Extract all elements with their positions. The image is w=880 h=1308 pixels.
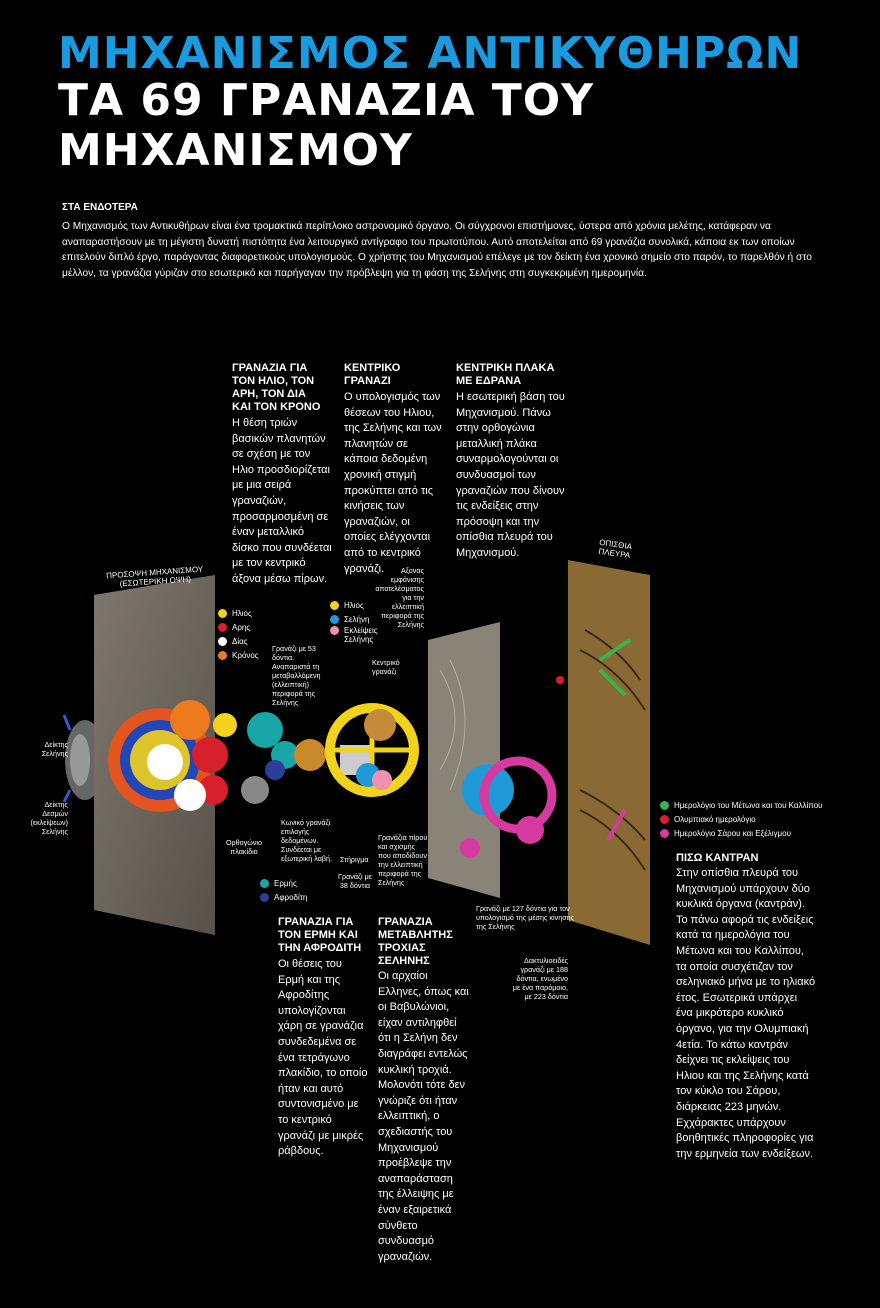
legend-item: [660, 798, 823, 812]
legend-item: [260, 876, 307, 890]
gear127-label: Γρανάζι με 127 δόντια για τον υπολογισμό της μέσης κίνησης της Σελήνης: [476, 904, 575, 931]
central-gear-small-label: Κεντρικό γρανάζι: [372, 658, 400, 676]
legend-label: Εκλείψεις Σελήνης: [344, 626, 378, 644]
section-body-sun-mars: Η θέση τριών βασικών πλανητών σε σχέση με τον Ηλιο προσδιορίζεται με μια σειρά γραναζιών, προσαρμοσμένη σε έναν μεταλλικό δίσκο που συνδέεται με τον κεντρικό άξονα μέσω πίρων.: [232, 417, 332, 585]
legend-label: Ολυμπιακό ημερολόγιο: [674, 814, 756, 824]
title-line-2: ΤΑ 69 ΓΡΑΝΑΖΙΑ ΤΟΥ ΜΗΧΑΝΙΣΜΟΥ: [58, 75, 595, 176]
legend-label: Ηλιος: [344, 600, 364, 610]
mercury-venus-gears-icon: [241, 712, 299, 804]
legend-label: Ημερολόγιο Σάρου και Εξέλιγμου: [674, 828, 791, 838]
venus-dot-icon: [260, 893, 269, 902]
legend-item: [218, 620, 259, 634]
central-plate-icon: [428, 622, 552, 898]
legend-label: Ερμής: [274, 878, 297, 888]
saturn-dot-icon: [218, 651, 227, 660]
legend-planets: [218, 606, 259, 662]
moon-pointer-label: Δείκτης Σελήνης: [41, 740, 68, 758]
mercury-dot-icon: [260, 879, 269, 888]
axis-ellipse-label: Αξονας εμφάνισης αποτελέσματος για την ελλειπτική περιφορά της Σελήνης: [375, 566, 424, 629]
nodes-pointer-label: Δείκτης Δεσμών (εκλείψεων) Σελήνης: [30, 800, 68, 836]
back-side-label: ΟΠΙΣΘΙΑ ΠΛΕΥΡΑ: [597, 537, 633, 561]
legend-item: [218, 648, 259, 662]
legend-item: [260, 890, 307, 904]
section-body-variable-moon: Οι αρχαίοι Ελληνες, όπως και οι Βαβυλώνιοι, είχαν αντιληφθεί ότι η Σελήνη δεν διαγράφει εντελώς κυκλική τροχιά. Μολονότι τότε δεν γνώριζε ότι ήταν ελλειπτική, ο σχεδιαστής του Μηχανισμού προέβλεψε την αναπαράσταση της έλλειψης με έναν εξαιρετικά σύνθετο συνδυασμό γραναζιών.: [378, 970, 469, 1263]
sun-dot-icon: [330, 601, 339, 610]
title-line-1: ΜΗΧΑΝΙΣΜΟΣ ΑΝΤΙΚΥΘΗΡΩΝ: [58, 28, 803, 79]
section-heading-sun-mars: ΓΡΑΝΑΖΙΑ ΓΙΑ ΤΟΝ ΗΛΙΟ, ΤΟΝ ΑΡΗ, ΤΟΝ ΔΙΑ ΚΑΙ ΤΟΝ ΚΡΟΝΟ: [232, 362, 321, 413]
section-heading-mercury-venus: ΓΡΑΝΑΖΙΑ ΓΙΑ ΤΟΝ ΕΡΜΗ ΚΑΙ ΤΗΝ ΑΦΡΟΔΙΤΗ: [278, 916, 362, 954]
legend-label: Σελήνη: [344, 614, 370, 624]
legend-label: Ηλιος: [232, 608, 252, 618]
square-plate-label: Ορθογώνιο πλακίδιο: [225, 838, 263, 856]
front-plate-icon: [94, 575, 237, 935]
intro-text: Ο Μηχανισμός των Αντικυθήρων είναι ένα τρομακτικά περίπλοκο αστρονομικό όργανο. Οι σύγχρονοι επιστήμονες, ύστερα από χρόνια μελέτης, κατάφεραν να αναπαραστήσουν με τη μέγιστη δυνατή πιστότητα ένα λειτουργικό αντίγραφο του πρωτοτύπου. Αυτό αποτελείται από 69 γρανάζια συνολικά, κάποια εκ των οποίων επιτελούν διπλό έργο, παράγοντας διαφορετικούς υπολογισμούς. Ο χρήστης του Μηχανισμού επέλεγε με τον δείκτη ένα χρονικό σημείο στο παρόν, το παρελθόν ή στο μέλλον, τα γρανάζια γύριζαν στο εσωτερικό και παρήγαγαν την πρόβλεψη για τη φάση της Σελήνης στη συγκεκριμένη ημερομηνία.: [62, 221, 812, 279]
section-heading-back-dial: ΠΙΣΩ ΚΑΝΤΡΑΝ: [676, 852, 759, 864]
section-heading-variable-moon: ΓΡΑΝΑΖΙΑ ΜΕΤΑΒΛΗΤΗΣ ΤΡΟΧΙΑΣ ΣΕΛΗΝΗΣ: [378, 916, 453, 967]
back-plate-icon: [556, 560, 650, 945]
legend-item: [218, 634, 259, 648]
conical-gear-label: Κωνικό γρανάζι επιλογής δεδομένων. Συνδέεται με εξωτερική λαβή.: [281, 818, 333, 863]
legend-label: Κρόνος: [232, 650, 259, 660]
meton-dot-icon: [660, 801, 669, 810]
section-body-central-plate: Η εσωτερική βάση του Μηχανισμού. Πάνω στην ορθογώνια μεταλλική πλάκα συναρμολογούνται οι συνδυασμοί των γραναζιών που δίνουν τις ενδείξεις στην πρόσοψη και την οπίσθια πλευρά του Μηχανισμού.: [456, 391, 565, 559]
legend-item: [660, 826, 823, 840]
mars-dot-icon: [218, 623, 227, 632]
front-view-label: ΠΡΟΣΟΨΗ ΜΗΧΑΝΙΣΜΟΥ (ΕΣΩΤΕΡΙΚΗ ΟΨΗ): [105, 564, 204, 589]
section-heading-central-plate: ΚΕΝΤΡΙΚΗ ΠΛΑΚΑ ΜΕ ΕΔΡΑΝΑ: [456, 362, 555, 387]
pin-gears-label: Γρανάζια πίρου και σχισμής που αποδίδουν την ελλειπτική περιφορά της Σελήνης: [378, 833, 428, 887]
central-gear-icon: [330, 708, 414, 792]
jupiter-dot-icon: [218, 637, 227, 646]
intro-heading: ΣΤΑ ΕΝΔΟΤΕΡΑ: [62, 202, 138, 213]
saros-dot-icon: [660, 829, 669, 838]
legend-label: Αρης: [232, 622, 251, 632]
support-label: Στήριγμα: [340, 855, 369, 864]
section-body-back-dial: Στην οπίσθια πλευρά του Μηχανισμού υπάρχουν δύο κυκλικά όργανα (καντράν). Το πάνω αφορά τις ενδείξεις κατά τα ημερολόγια του Μέτωνα και του Καλλίπου, τα οποία συσχέτιζαν τον σεληνιακό μήνα με το ηλιακό έτος. Εσωτερικά υπάρχει ένα μικρότερο κυκλικό όργανο, για την Ολυμπιακή 4ετία. Το κάτω καντράν δείχνει τις εκλείψεις του Ηλιου και της Σελήνης κατά τον κύκλο του Σάρου, διάρκειας 223 μηνών. Εχχάρακτες υπάρχουν βοηθητικές πληροφορίες για την ερμηνεία των ενδείξεων.: [676, 867, 816, 1160]
section-body-central-gear: Ο υπολογισμός των θέσεων του Ηλιου, της Σελήνης και των πλανητών σε κάποια δεδομένη χρονική στιγμή προκύπτει από τις κινήσεις των γραναζιών, οι οποίες ελέγχονται από το κεντρικό γρανάζι.: [344, 391, 442, 575]
legend-item: [660, 812, 823, 826]
gear53-label: Γρανάζι με 53 δόντια. Αναπαριστά τη μεταβαλλόμενη (ελλειπτική) περιφορά της Σελήνης: [272, 644, 321, 707]
legend-label: Αφροδίτη: [274, 892, 308, 902]
legend-label: Ημερολόγιο του Μέτωνα και του Καλλίπου: [674, 800, 823, 810]
ring-gear-label: Δακτυλιοειδές γρανάζι με 188 δόντια, ενωμένο με ένα παρόμοιο, με 223 δόντια: [512, 956, 568, 1001]
legend-item: [218, 606, 259, 620]
legend-back: [660, 798, 823, 840]
moon-dot-icon: [330, 615, 339, 624]
olympic-dot-icon: [660, 815, 669, 824]
section-body-mercury-venus: Οι θέσεις του Ερμή και της Αφροδίτης υπολογίζονται χάρη σε γρανάζια συνδεδεμένα σε ένα τετράγωνο πλακίδιο, το οποίο ήταν και αυτό συντονισμένο με το κεντρικό γρανάζι με μικρές ράβδους.: [278, 958, 368, 1158]
eclipse-dot-icon: [330, 626, 339, 635]
gear38-label: Γρανάζι με 38 δόντια: [338, 872, 372, 890]
sun-dot-icon: [218, 609, 227, 618]
section-heading-central-gear: ΚΕΝΤΡΙΚΟ ΓΡΑΝΑΖΙ: [344, 362, 401, 387]
legend-inner: [260, 876, 307, 904]
legend-label: Δίας: [232, 636, 248, 646]
legend-item: [330, 626, 400, 650]
